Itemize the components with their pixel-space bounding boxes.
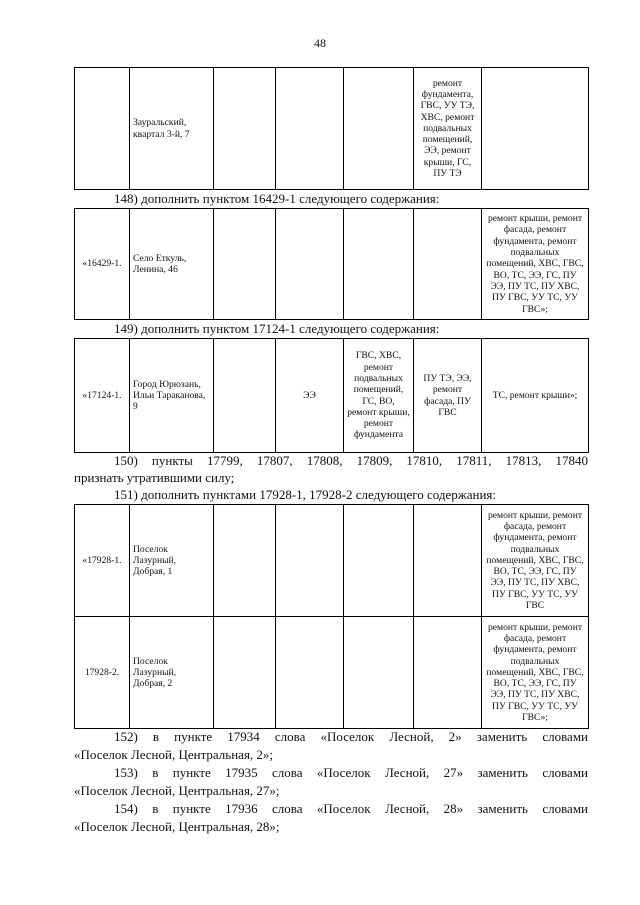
paragraph-149: 149) дополнить пунктом 17124-1 следующего содержания: [114, 321, 440, 336]
cell-empty [214, 209, 276, 320]
cell-col5: ПУ ТЭ, ЭЭ, ремонт фасада, ПУ ГВС [414, 339, 482, 453]
cell-empty [344, 209, 414, 320]
cell-works: ремонт крыши, ремонт фасада, ремонт фундамента, ремонт подвальных помещений, ХВС, ГВС, ВО, ТС, ЭЭ, ГС, ПУ ЭЭ, ПУ ТС, ПУ ХВС, ПУ ГВС, УУ ТС, УУ ГВС»; [482, 617, 589, 729]
cell-empty [214, 68, 276, 190]
cell-works: ремонт фундамента, ГВС, УУ ТЭ, ХВС, ремонт подвальных помещений, ЭЭ, ремонт крыши, ГС, ПУ ТЭ [414, 68, 482, 190]
cell-col4: ГВС, ХВС, ремонт подвальных помещений, ГС, ВО, ремонт крыши, ремонт фундамента [344, 339, 414, 453]
paragraph-148: 148) дополнить пунктом 16429-1 следующего содержания: [114, 191, 440, 206]
paragraph-150-line1: 150) пункты 17799, 17807, 17808, 17809, 17810, 17811, 17813, 17840 [114, 453, 588, 468]
cell-empty [414, 505, 482, 617]
paragraph-150-line2: признать утратившими силу; [74, 470, 235, 485]
paragraph-153-line1: 153) в пункте 17935 слова «Поселок Лесной, 27» заменить словами [114, 765, 588, 780]
cell-works: ремонт крыши, ремонт фасада, ремонт фундамента, ремонт подвальных помещений, ХВС, ГВС, ВО, ТС, ЭЭ, ГС, ПУ ЭЭ, ПУ ТС, ПУ ХВС, ПУ ГВС, УУ ТС, УУ ГВС»; [482, 209, 589, 320]
cell-number: «16429-1. [75, 209, 130, 320]
cell-number [75, 68, 130, 190]
cell-empty [344, 505, 414, 617]
table-16429-1 [74, 208, 589, 320]
cell-empty [276, 209, 344, 320]
cell-number: 17928-2. [75, 617, 130, 729]
cell-number: «17124-1. [75, 339, 130, 453]
cell-empty [276, 68, 344, 190]
cell-empty [482, 68, 589, 190]
cell-works: ремонт крыши, ремонт фасада, ремонт фундамента, ремонт подвальных помещений, ХВС, ГВС, ВО, ТС, ЭЭ, ГС, ПУ ЭЭ, ПУ ТС, ПУ ХВС, ПУ ГВС, УУ ТС, УУ ГВС [482, 505, 589, 617]
cell-empty [276, 505, 344, 617]
cell-col3: ЭЭ [276, 339, 344, 453]
cell-empty [276, 617, 344, 729]
cell-empty [214, 617, 276, 729]
cell-empty [214, 339, 276, 453]
cell-address: Зауральский, квартал 3-й, 7 [130, 68, 214, 190]
cell-address: Поселок Лазурный, Добрая, 2 [130, 617, 214, 729]
paragraph-151: 151) дополнить пунктами 17928-1, 17928-2 следующего содержания: [114, 487, 497, 502]
page-number: 48 [314, 36, 326, 50]
cell-empty [414, 617, 482, 729]
cell-address: Город Юрюзань, Ильи Тараканова, 9 [130, 339, 214, 453]
paragraph-154-line1: 154) в пункте 17936 слова «Поселок Лесной, 28» заменить словами [114, 801, 588, 816]
table-17124-1 [74, 338, 589, 453]
cell-address: Поселок Лазурный, Добрая, 1 [130, 505, 214, 617]
cell-col6: ТС, ремонт крыши»; [482, 339, 589, 453]
cell-empty [344, 617, 414, 729]
cell-empty [214, 505, 276, 617]
cell-address: Село Еткуль, Ленина, 46 [130, 209, 214, 320]
paragraph-153-line2: «Поселок Лесной, Центральная, 27»; [74, 783, 280, 798]
paragraph-152-line1: 152) в пункте 17934 слова «Поселок Лесной, 2» заменить словами [114, 729, 588, 744]
cell-number: «17928-1. [75, 505, 130, 617]
paragraph-152-line2: «Поселок Лесной, Центральная, 2»; [74, 747, 274, 762]
table-17928 [74, 504, 589, 729]
cell-empty [344, 68, 414, 190]
cell-empty [414, 209, 482, 320]
table-continuation [74, 67, 589, 190]
paragraph-154-line2: «Поселок Лесной, Центральная, 28»; [74, 819, 280, 834]
